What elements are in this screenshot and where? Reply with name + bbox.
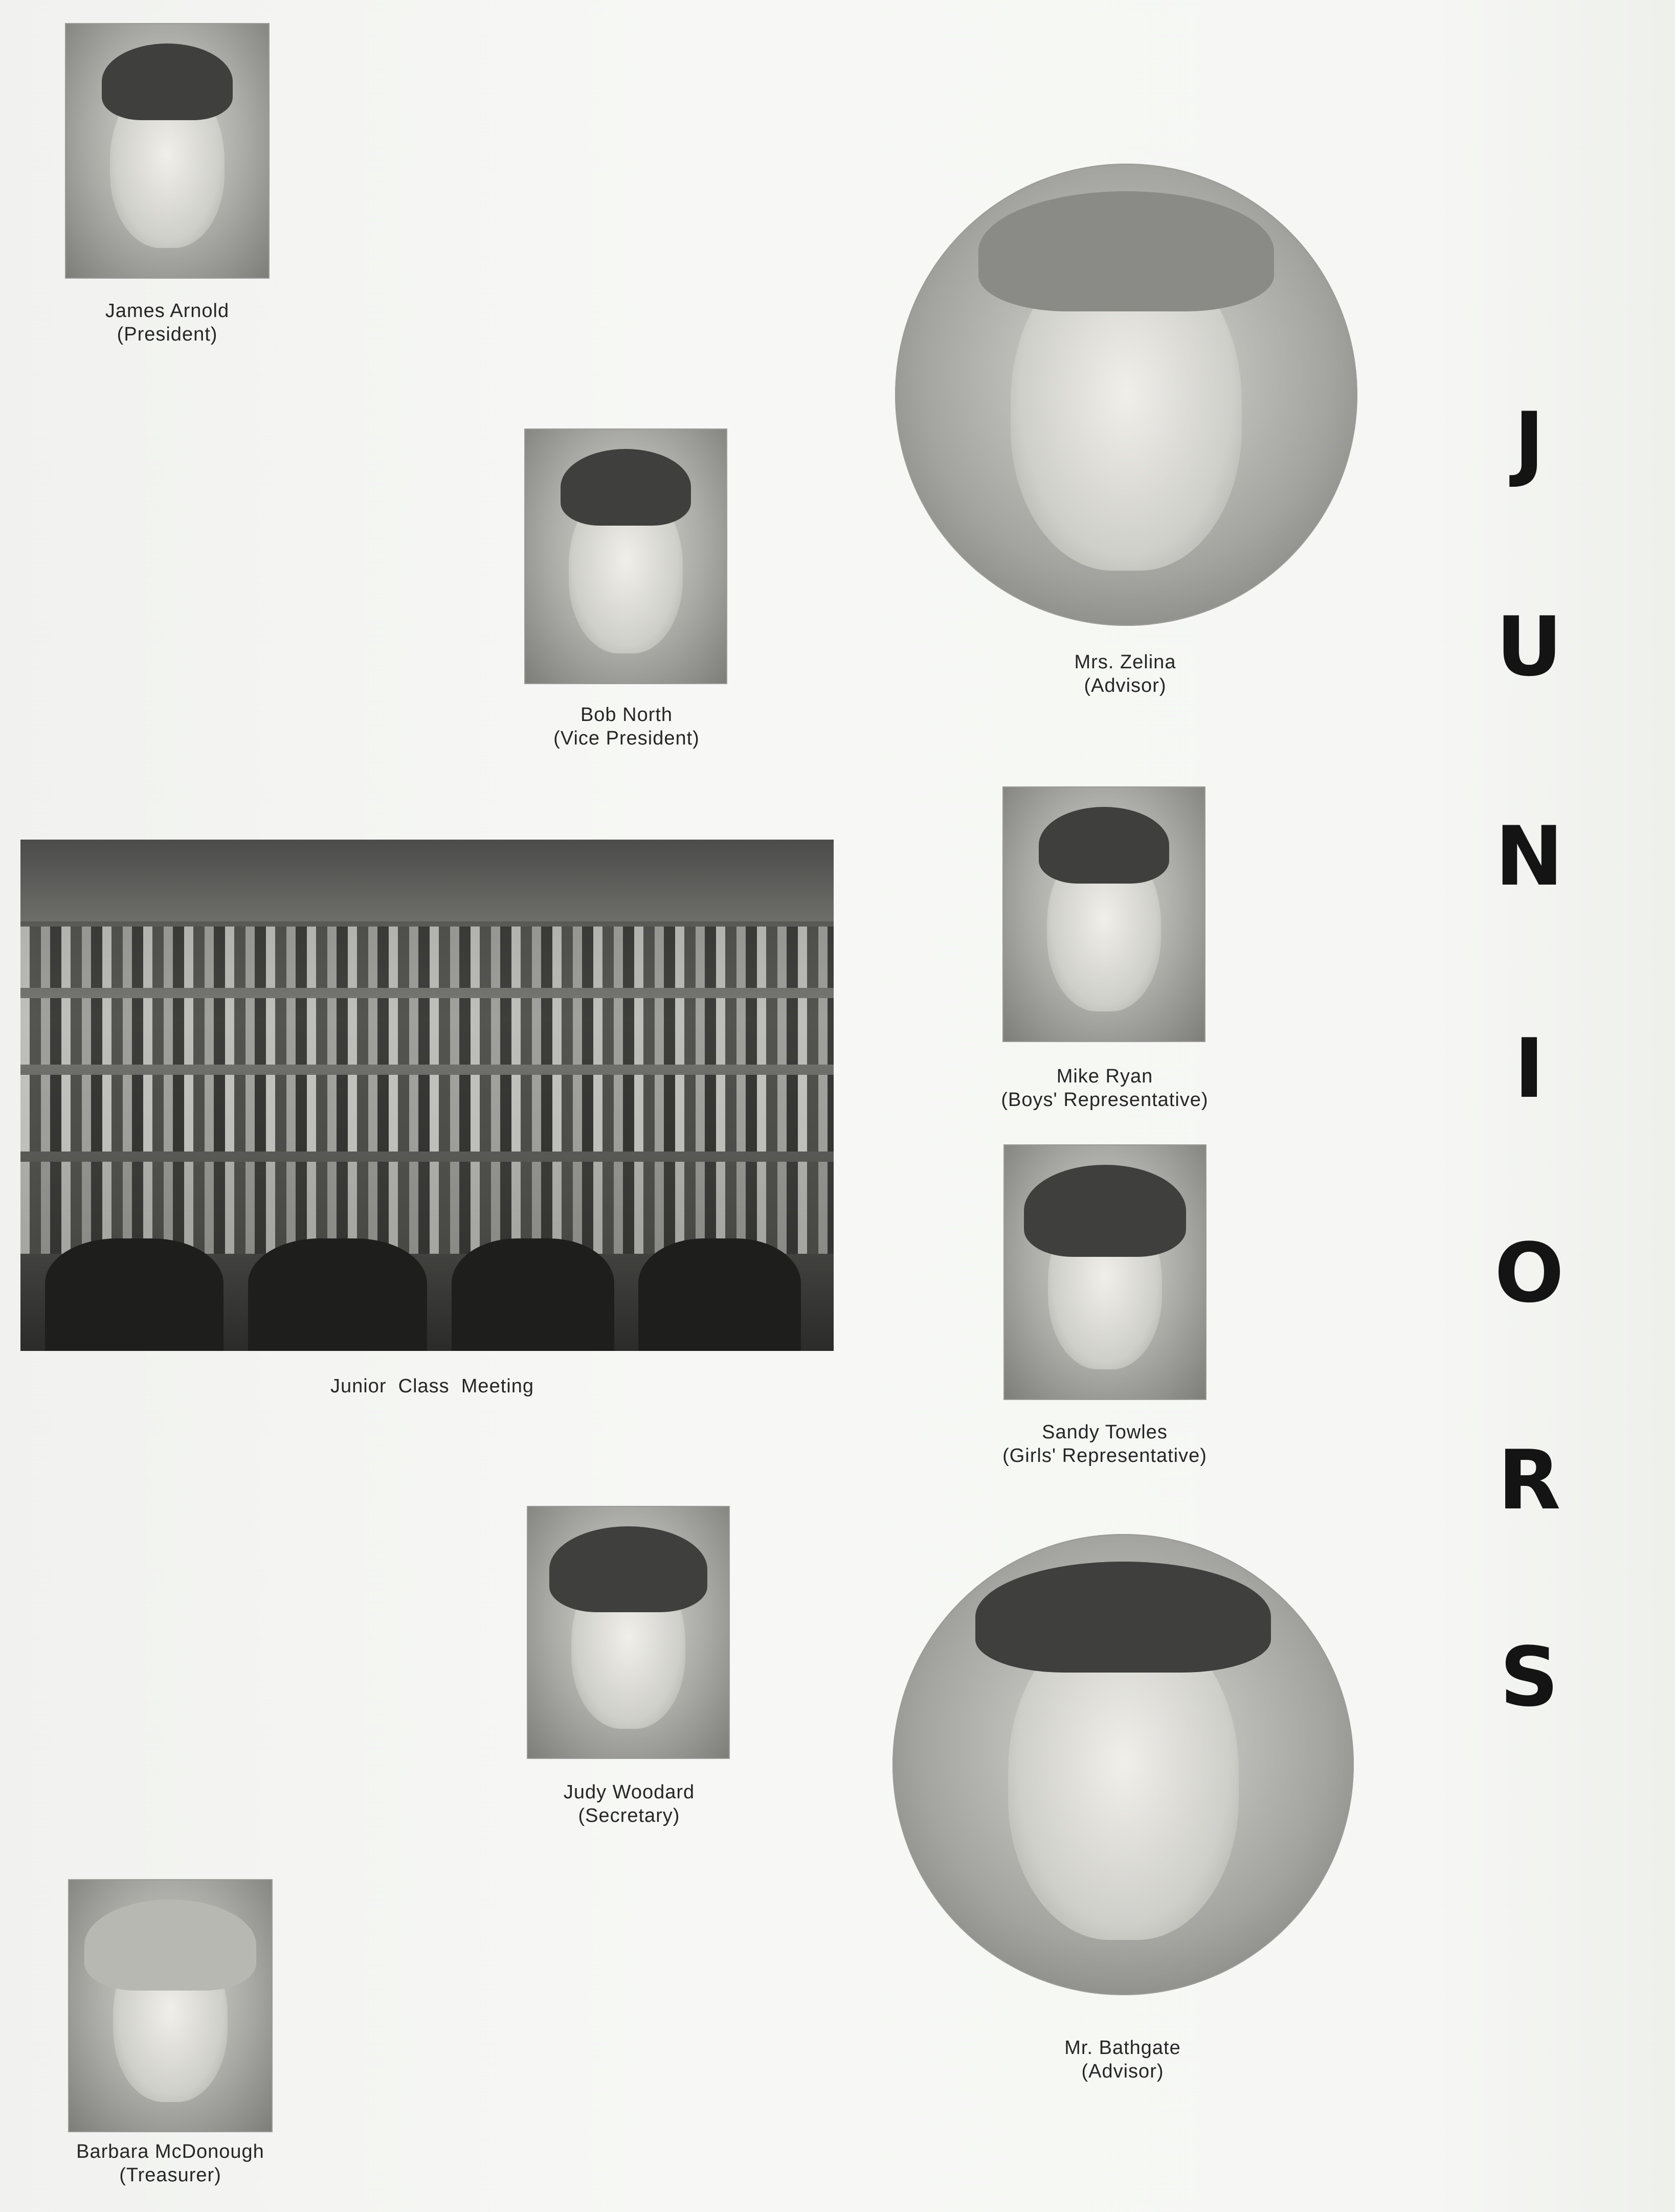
portrait-sandy-towles	[1003, 1144, 1207, 1400]
person-role: (Treasurer)	[119, 2164, 221, 2186]
title-letter-n: N	[1495, 808, 1564, 904]
person-name: Bob North	[580, 704, 673, 726]
portrait-judy-woodard	[527, 1506, 730, 1759]
auditorium-wall	[20, 840, 834, 921]
caption-judy-woodard	[511, 1780, 747, 1827]
person-name: James Arnold	[105, 300, 230, 322]
caption-bob-north	[499, 703, 754, 750]
hair	[549, 1526, 708, 1612]
portrait-bob-north	[524, 428, 727, 684]
person-name: Barbara McDonough	[76, 2141, 264, 2162]
audience-row	[20, 927, 834, 988]
hair	[978, 191, 1275, 311]
seat-back	[638, 1238, 801, 1351]
person-name: Mrs. Zelina	[1074, 651, 1176, 673]
person-role: (President)	[117, 324, 218, 345]
title-letter-r: R	[1498, 1432, 1561, 1528]
title-letter-s: S	[1500, 1629, 1559, 1725]
portrait-mrs-zelina	[895, 164, 1357, 626]
caption-mike-ryan	[962, 1065, 1248, 1112]
seat-back	[45, 1238, 224, 1351]
caption-barbara-mcdonough	[42, 2140, 298, 2187]
person-role: (Secretary)	[578, 1805, 680, 1826]
title-letter-u: U	[1496, 599, 1562, 694]
person-role: (Advisor)	[1084, 675, 1167, 696]
person-role: (Advisor)	[1081, 2061, 1164, 2082]
portrait-barbara-mcdonough	[68, 1879, 273, 2132]
person-role: (Vice President)	[553, 728, 700, 749]
seat-back	[248, 1238, 427, 1351]
caption-james-arnold	[65, 299, 270, 346]
audience-row	[20, 1075, 834, 1152]
person-name: Mr. Bathgate	[1064, 2037, 1181, 2059]
hair	[84, 1900, 256, 1991]
seat-back	[452, 1238, 614, 1351]
caption-sandy-towles	[962, 1420, 1248, 1468]
caption-mrs-zelina	[997, 650, 1253, 697]
audience-row	[20, 998, 834, 1065]
hair	[561, 449, 690, 526]
title-letter-i: I	[1514, 1021, 1545, 1116]
caption-class-meeting: Junior Class Meeting	[330, 1375, 534, 1397]
person-name: Mike Ryan	[1056, 1066, 1153, 1087]
portrait-mr-bathgate	[892, 1534, 1354, 1995]
hair	[102, 43, 233, 120]
portrait-james-arnold	[65, 23, 270, 279]
hair	[1039, 807, 1169, 884]
hair	[1024, 1165, 1187, 1257]
caption-mr-bathgate	[995, 2036, 1250, 2083]
title-letter-o: O	[1494, 1225, 1564, 1321]
hair	[975, 1562, 1270, 1672]
title-letter-j: J	[1514, 394, 1545, 490]
person-role: (Boys' Representative)	[1001, 1089, 1209, 1111]
portrait-mike-ryan	[1002, 786, 1205, 1042]
person-role: (Girls' Representative)	[1002, 1445, 1207, 1466]
class-meeting-photo	[20, 840, 834, 1351]
person-name: Judy Woodard	[563, 1781, 695, 1803]
person-name: Sandy Towles	[1042, 1421, 1168, 1443]
